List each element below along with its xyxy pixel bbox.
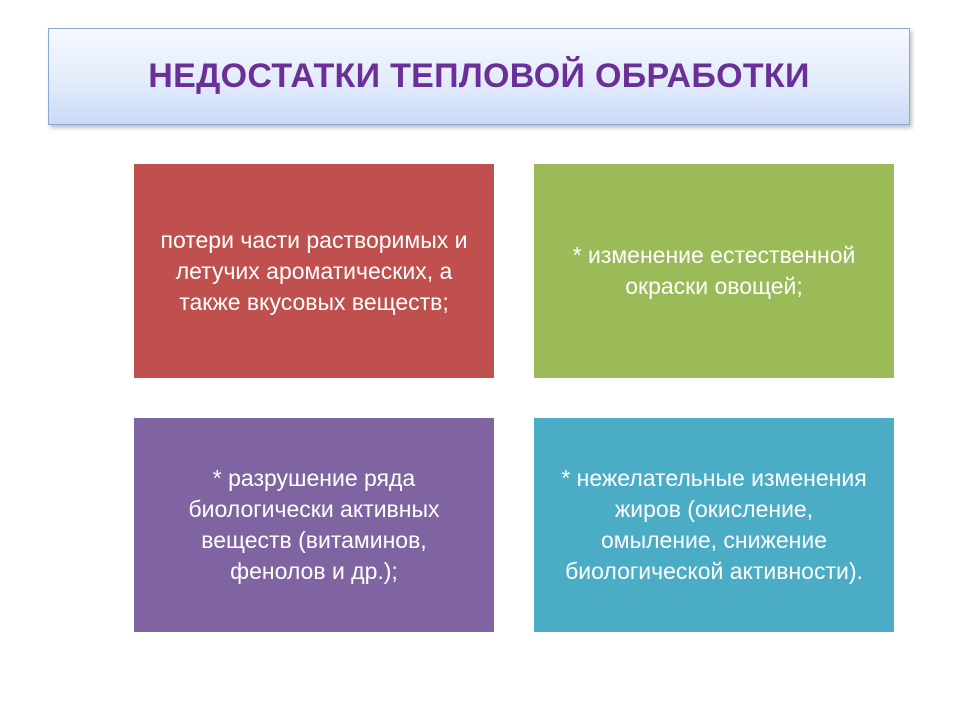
box-text: * разрушение ряда биологически активных веществ (витаминов, фенолов и др.);: [188, 465, 440, 584]
box-fat-changes: [534, 418, 894, 632]
box-text: * изменение естественной окраски овощей;: [572, 242, 856, 299]
box-losses-of-substances: [134, 164, 494, 378]
box-text: потери части растворимых и летучих ароматических, а также вкусовых веществ;: [160, 226, 468, 315]
slide-title: НЕДОСТАТКИ ТЕПЛОВОЙ ОБРАБОТКИ: [148, 57, 810, 95]
title-banner: [48, 28, 910, 125]
box-destruction-of-active-substances: [134, 418, 494, 632]
box-color-change: [534, 164, 894, 378]
box-text: * нежелательные изменения жиров (окисление, омыление, снижение биологической активности).: [561, 465, 867, 584]
